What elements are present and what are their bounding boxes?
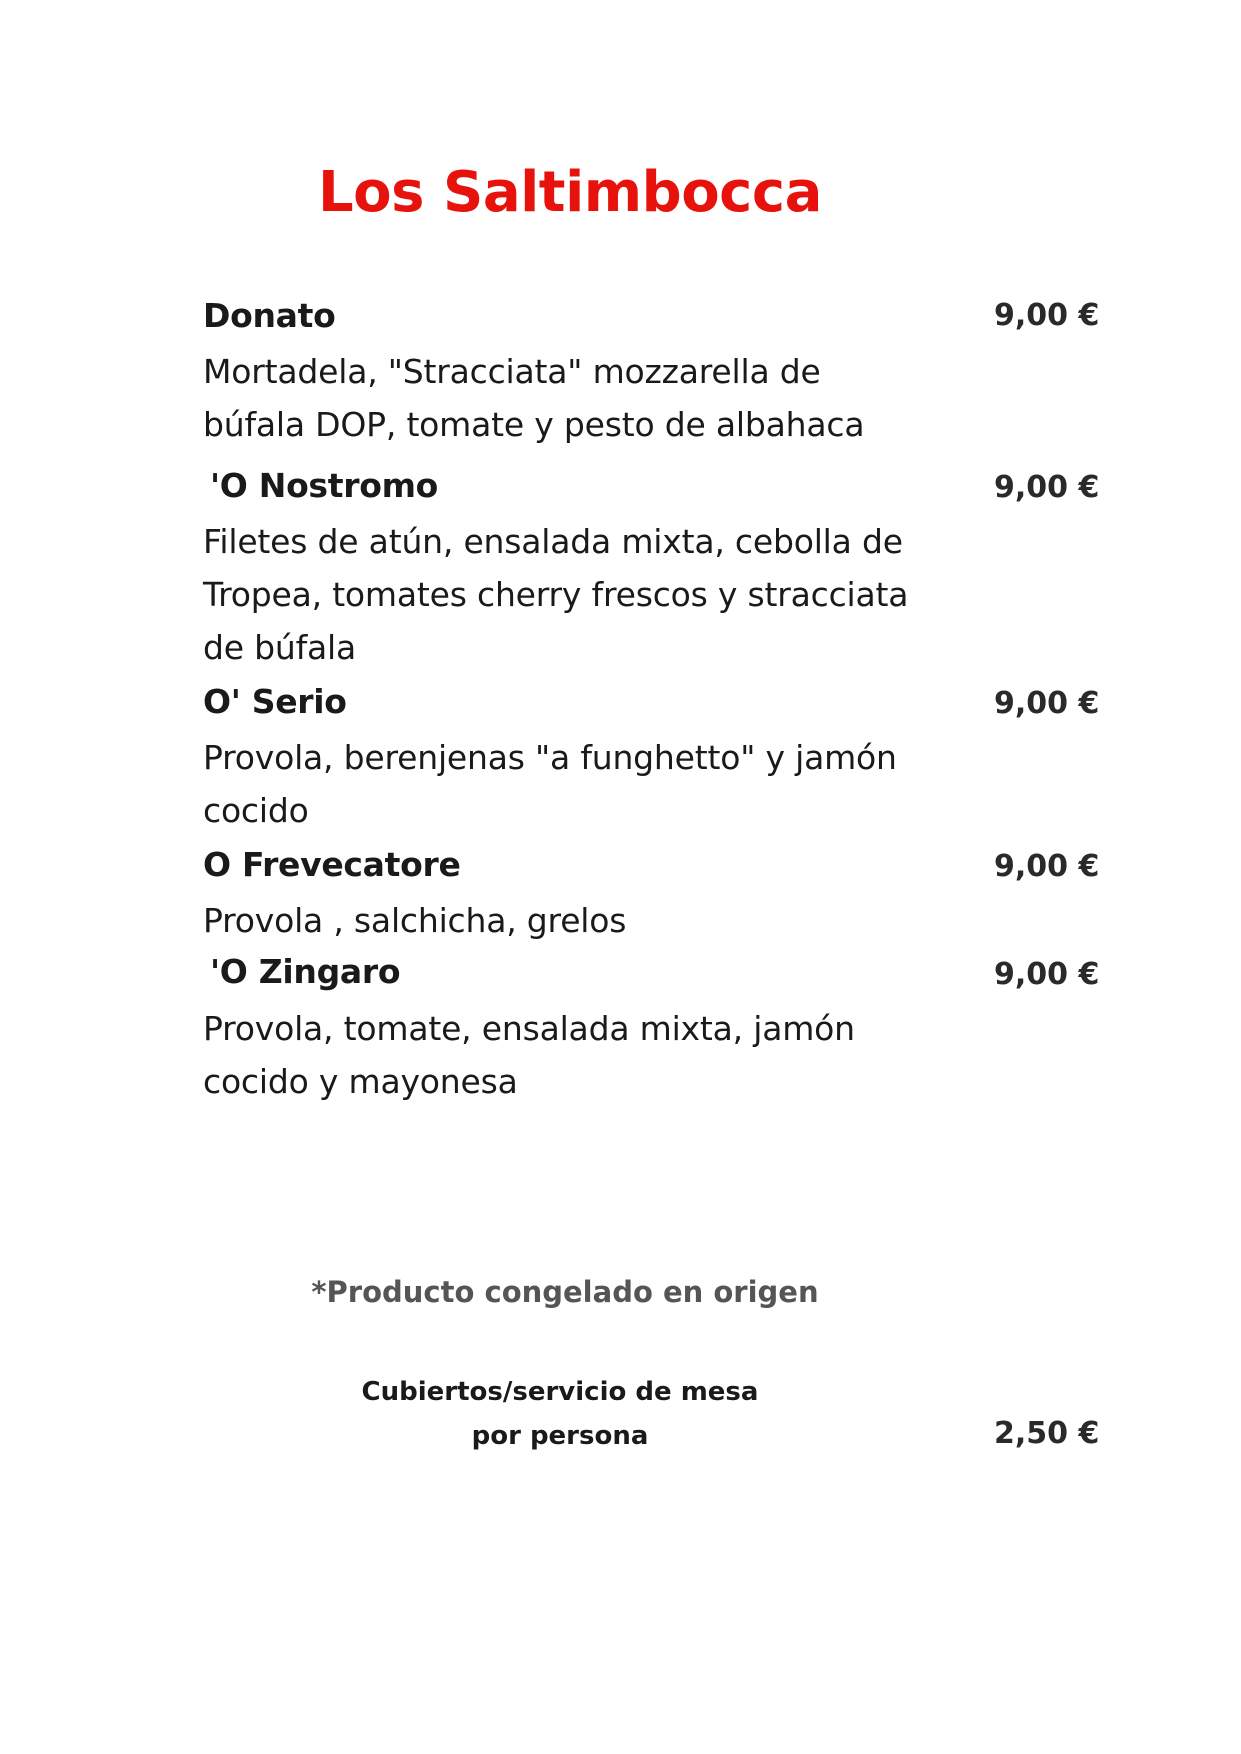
service-charge-line-2: por persona	[471, 1421, 649, 1451]
item-name-serio: O' Serio	[203, 682, 347, 721]
item-price-nostromo: 9,00 €	[994, 470, 1100, 505]
service-charge-label	[360, 1370, 760, 1458]
frozen-product-note: *Producto congelado en origen	[311, 1275, 819, 1309]
service-charge-price: 2,50 €	[994, 1416, 1100, 1451]
item-description-serio: Provola, berenjenas "a funghetto" y jamón cocido	[203, 738, 897, 830]
item-description-frevecatore: Provola , salchicha, grelos	[203, 901, 627, 940]
item-price-frevecatore: 9,00 €	[994, 849, 1100, 884]
service-charge-line-1: Cubiertos/servicio de mesa	[361, 1377, 759, 1407]
menu-title: Los Saltimbocca	[318, 160, 822, 225]
item-price-serio: 9,00 €	[994, 686, 1100, 721]
item-description-donato: Mortadela, "Stracciata" mozzarella de búfala DOP, tomate y pesto de albahaca	[203, 352, 865, 444]
item-description-nostromo: Filetes de atún, ensalada mixta, cebolla de Tropea, tomates cherry frescos y stracciata de búfala	[203, 522, 909, 667]
item-description-zingaro: Provola, tomate, ensalada mixta, jamón cocido y mayonesa	[203, 1009, 855, 1101]
item-price-zingaro: 9,00 €	[994, 957, 1100, 992]
item-price-donato: 9,00 €	[994, 298, 1100, 333]
item-name-frevecatore: O Frevecatore	[203, 845, 461, 884]
item-name-nostromo: 'O Nostromo	[210, 466, 439, 505]
item-name-donato: Donato	[203, 296, 336, 335]
item-name-zingaro: 'O Zingaro	[210, 952, 401, 991]
